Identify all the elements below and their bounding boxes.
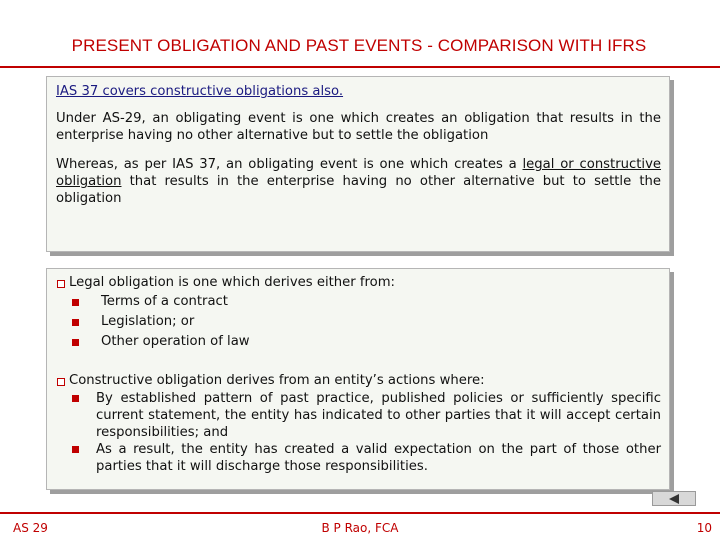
ias37-summary-panel [46, 76, 670, 252]
footer-course: AS 29 [13, 521, 48, 535]
ias37-paragraph-start: Whereas, as per IAS 37, an obligating event is one which creates a [56, 157, 523, 172]
list-item-text: By established pattern of past practice, published policies or sufficiently specific current statement, the entity has indicated to other parties that it will accept certain responsibilities; and [96, 391, 661, 440]
list-item [55, 332, 661, 352]
obligation-types-panel [46, 268, 670, 490]
legal-obligation-text: Legal obligation is one which derives either from: [69, 275, 395, 290]
list-item [55, 292, 661, 312]
filled-square-bullet-icon [72, 299, 79, 306]
ias37-paragraph-end: that results in the enterprise having no other alternative but to settle the obligation [56, 174, 661, 206]
filled-square-bullet-icon [72, 446, 79, 453]
constructive-conditions-list [55, 390, 661, 475]
constructive-obligation-text: Constructive obligation derives from an entity’s actions where: [69, 373, 485, 388]
list-item-text: As a result, the entity has created a valid expectation on the part of those other parties that it will discharge those responsibilities. [96, 442, 661, 474]
previous-slide-button[interactable] [652, 491, 696, 506]
list-item-text: Legislation; or [101, 314, 195, 329]
list-item-text: Other operation of law [101, 334, 250, 349]
panel-heading: IAS 37 covers constructive obligations also. [56, 84, 344, 99]
page-number: 10 [696, 521, 712, 535]
slide-title: PRESENT OBLIGATION AND PAST EVENTS - COMPARISON WITH IFRS [71, 36, 647, 55]
legal-obligation-block [55, 274, 661, 352]
legal-obligation-item [55, 274, 661, 292]
list-item [55, 441, 661, 475]
title-divider [0, 66, 720, 68]
constructive-obligation-block [55, 372, 661, 475]
legal-sources-list [55, 292, 661, 352]
list-item [55, 390, 661, 441]
constructive-obligation-item [55, 372, 661, 390]
filled-square-bullet-icon [72, 339, 79, 346]
list-item [55, 312, 661, 332]
legal-or-constructive-phrase: legal or constructive obligation [56, 157, 662, 189]
list-item-text: Terms of a contract [101, 294, 228, 309]
ias37-paragraph [56, 156, 661, 207]
footer-author: B P Rao, FCA [321, 521, 399, 535]
filled-square-bullet-icon [72, 319, 79, 326]
back-arrow-icon [669, 494, 679, 504]
as29-paragraph: Under AS-29, an obligating event is one which creates an obligation that results in the enterprise having no other alternative but to settle the obligation [56, 111, 661, 143]
square-bullet-icon [57, 280, 65, 288]
filled-square-bullet-icon [72, 395, 79, 402]
footer-divider [0, 512, 720, 514]
square-bullet-icon [57, 378, 65, 386]
